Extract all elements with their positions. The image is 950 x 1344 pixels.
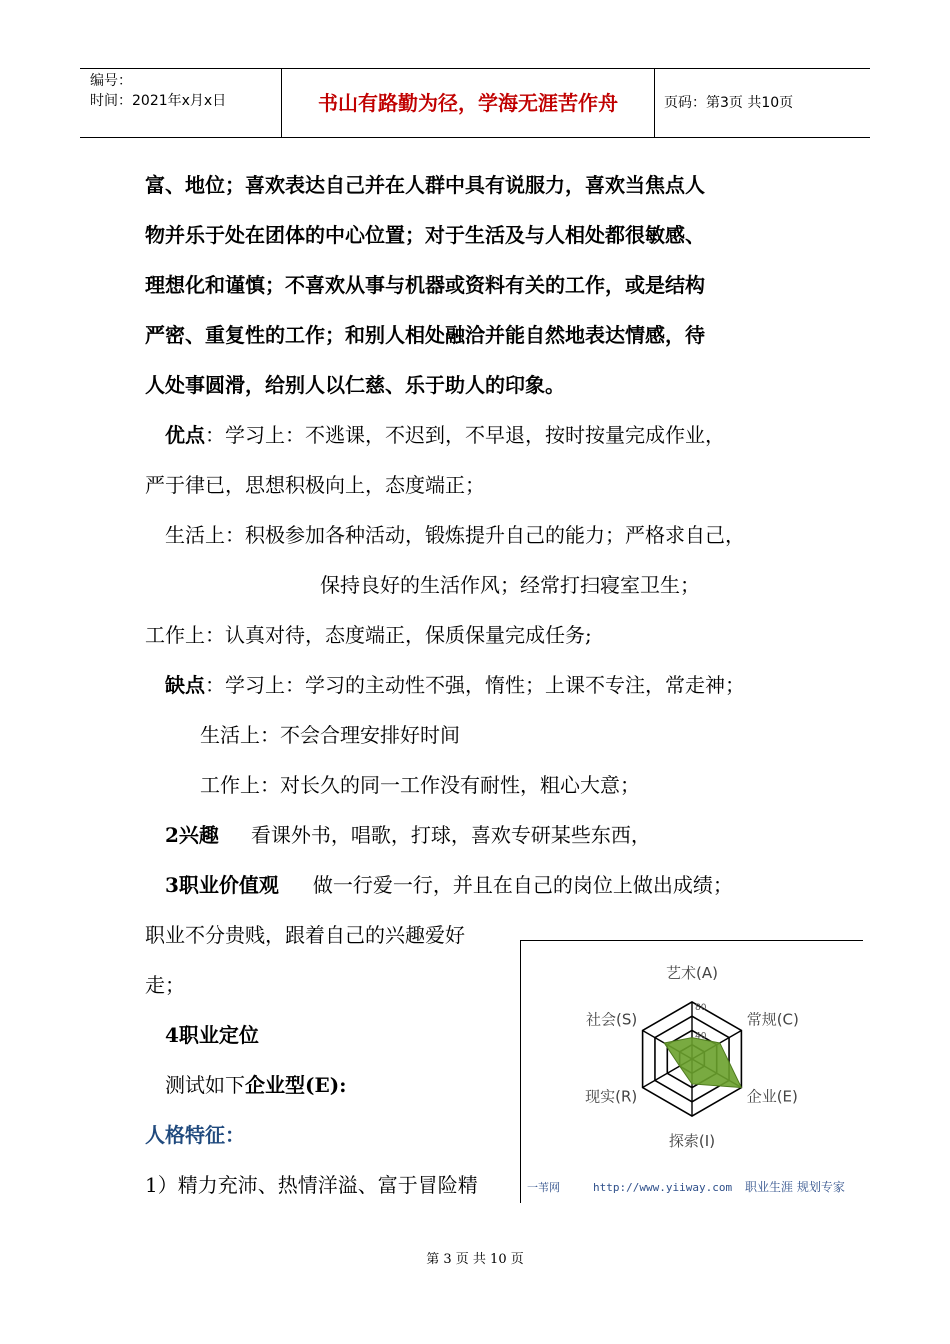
position-label: 4职业定位 xyxy=(165,1023,259,1047)
radar-chart xyxy=(520,940,863,1203)
radar-tick-label-1: 40 xyxy=(695,1031,707,1042)
trait-heading: 人格特征： xyxy=(145,1123,245,1147)
disadvantages-line-3: 工作上：对长久的同一工作没有耐性，粗心大意； xyxy=(200,773,640,797)
para-line-1: 富、地位；喜欢表达自己并在人群中具有说服力，喜欢当焦点人 xyxy=(145,173,705,197)
radar-axis-label-3: 探索(I) xyxy=(668,1132,716,1151)
values-line-2: 职业不分贵贱，跟着自己的兴趣爱好 xyxy=(145,923,465,947)
interest-label: 2兴趣 xyxy=(165,823,219,847)
disadvantages-line-2: 生活上：不会合理安排好时间 xyxy=(200,723,460,747)
advantages-line-2: 严于律已，思想积极向上，态度端正； xyxy=(145,473,485,497)
values-line-1: 3职业价值观 做一行爱一行，并且在自己的岗位上做出成绩； xyxy=(165,873,733,897)
header-left-cell xyxy=(80,69,282,137)
advantages-line-3: 生活上：积极参加各种活动，锻炼提升自己的能力；严格求自己， xyxy=(165,523,745,547)
advantages-line-1: 优点：学习上：不逃课，不迟到，不早退，按时按量完成作业， xyxy=(165,423,725,447)
radar-axis-label-2: 企业(E) xyxy=(746,1087,798,1106)
header-table xyxy=(80,68,870,138)
advantages-line-5: 工作上：认真对待，态度端正，保质保量完成任务; xyxy=(145,623,592,647)
radar-footer-url: http://www.yiiway.com xyxy=(593,1181,733,1194)
disadvantages-line-1: 缺点：学习上：学习的主动性不强，惰性；上课不专注，常走神； xyxy=(165,673,745,697)
values-line-3: 走； xyxy=(145,973,185,997)
radar-axis-label-4: 现实(R) xyxy=(585,1087,638,1106)
advantages-label: 优点 xyxy=(165,423,205,447)
radar-axis-label-5: 社会(S) xyxy=(586,1010,638,1029)
values-label: 3职业价值观 xyxy=(165,873,279,897)
number-label: 编号： xyxy=(90,73,132,89)
radar-footer-right: 职业生涯 规划专家 xyxy=(745,1180,845,1194)
test-line: 测试如下企业型(E): xyxy=(165,1073,347,1097)
radar-tick-label-0: 80 xyxy=(695,1002,707,1013)
interest-line: 2兴趣 看课外书，唱歌，打球，喜欢专研某些东西， xyxy=(165,823,651,847)
para-line-5: 人处事圆滑，给别人以仁慈、乐于助人的印象。 xyxy=(145,373,565,397)
trait-line-1: 1）精力充沛、热情洋溢、富于冒险精 xyxy=(145,1173,478,1197)
radar-footer-left: 一苇网 xyxy=(527,1181,560,1194)
radar-axis-label-0: 艺术(A) xyxy=(666,963,718,982)
para-line-3: 理想化和谨慎；不喜欢从事与机器或资料有关的工作，或是结构 xyxy=(145,273,705,297)
radar-axis-label-1: 常规(C) xyxy=(746,1010,799,1029)
page-info: 页码：第3页 共10页 xyxy=(664,95,794,111)
test-result: 企业型(E): xyxy=(245,1073,347,1097)
time-label: 时间：2021年x月x日 xyxy=(90,93,227,109)
motto: 书山有路勤为径，学海无涯苦作舟 xyxy=(282,69,655,137)
para-line-4: 严密、重复性的工作；和别人相处融洽并能自然地表达情感，待 xyxy=(145,323,705,347)
advantages-line-4: 保持良好的生活作风；经常打扫寝室卫生； xyxy=(320,573,700,597)
radar-chart-svg xyxy=(521,941,863,1203)
disadvantages-label: 缺点 xyxy=(165,673,205,697)
page-footer: 第 3 页 共 10 页 xyxy=(426,1252,524,1267)
para-line-2: 物并乐于处在团体的中心位置；对于生活及与人相处都很敏感、 xyxy=(145,223,705,247)
